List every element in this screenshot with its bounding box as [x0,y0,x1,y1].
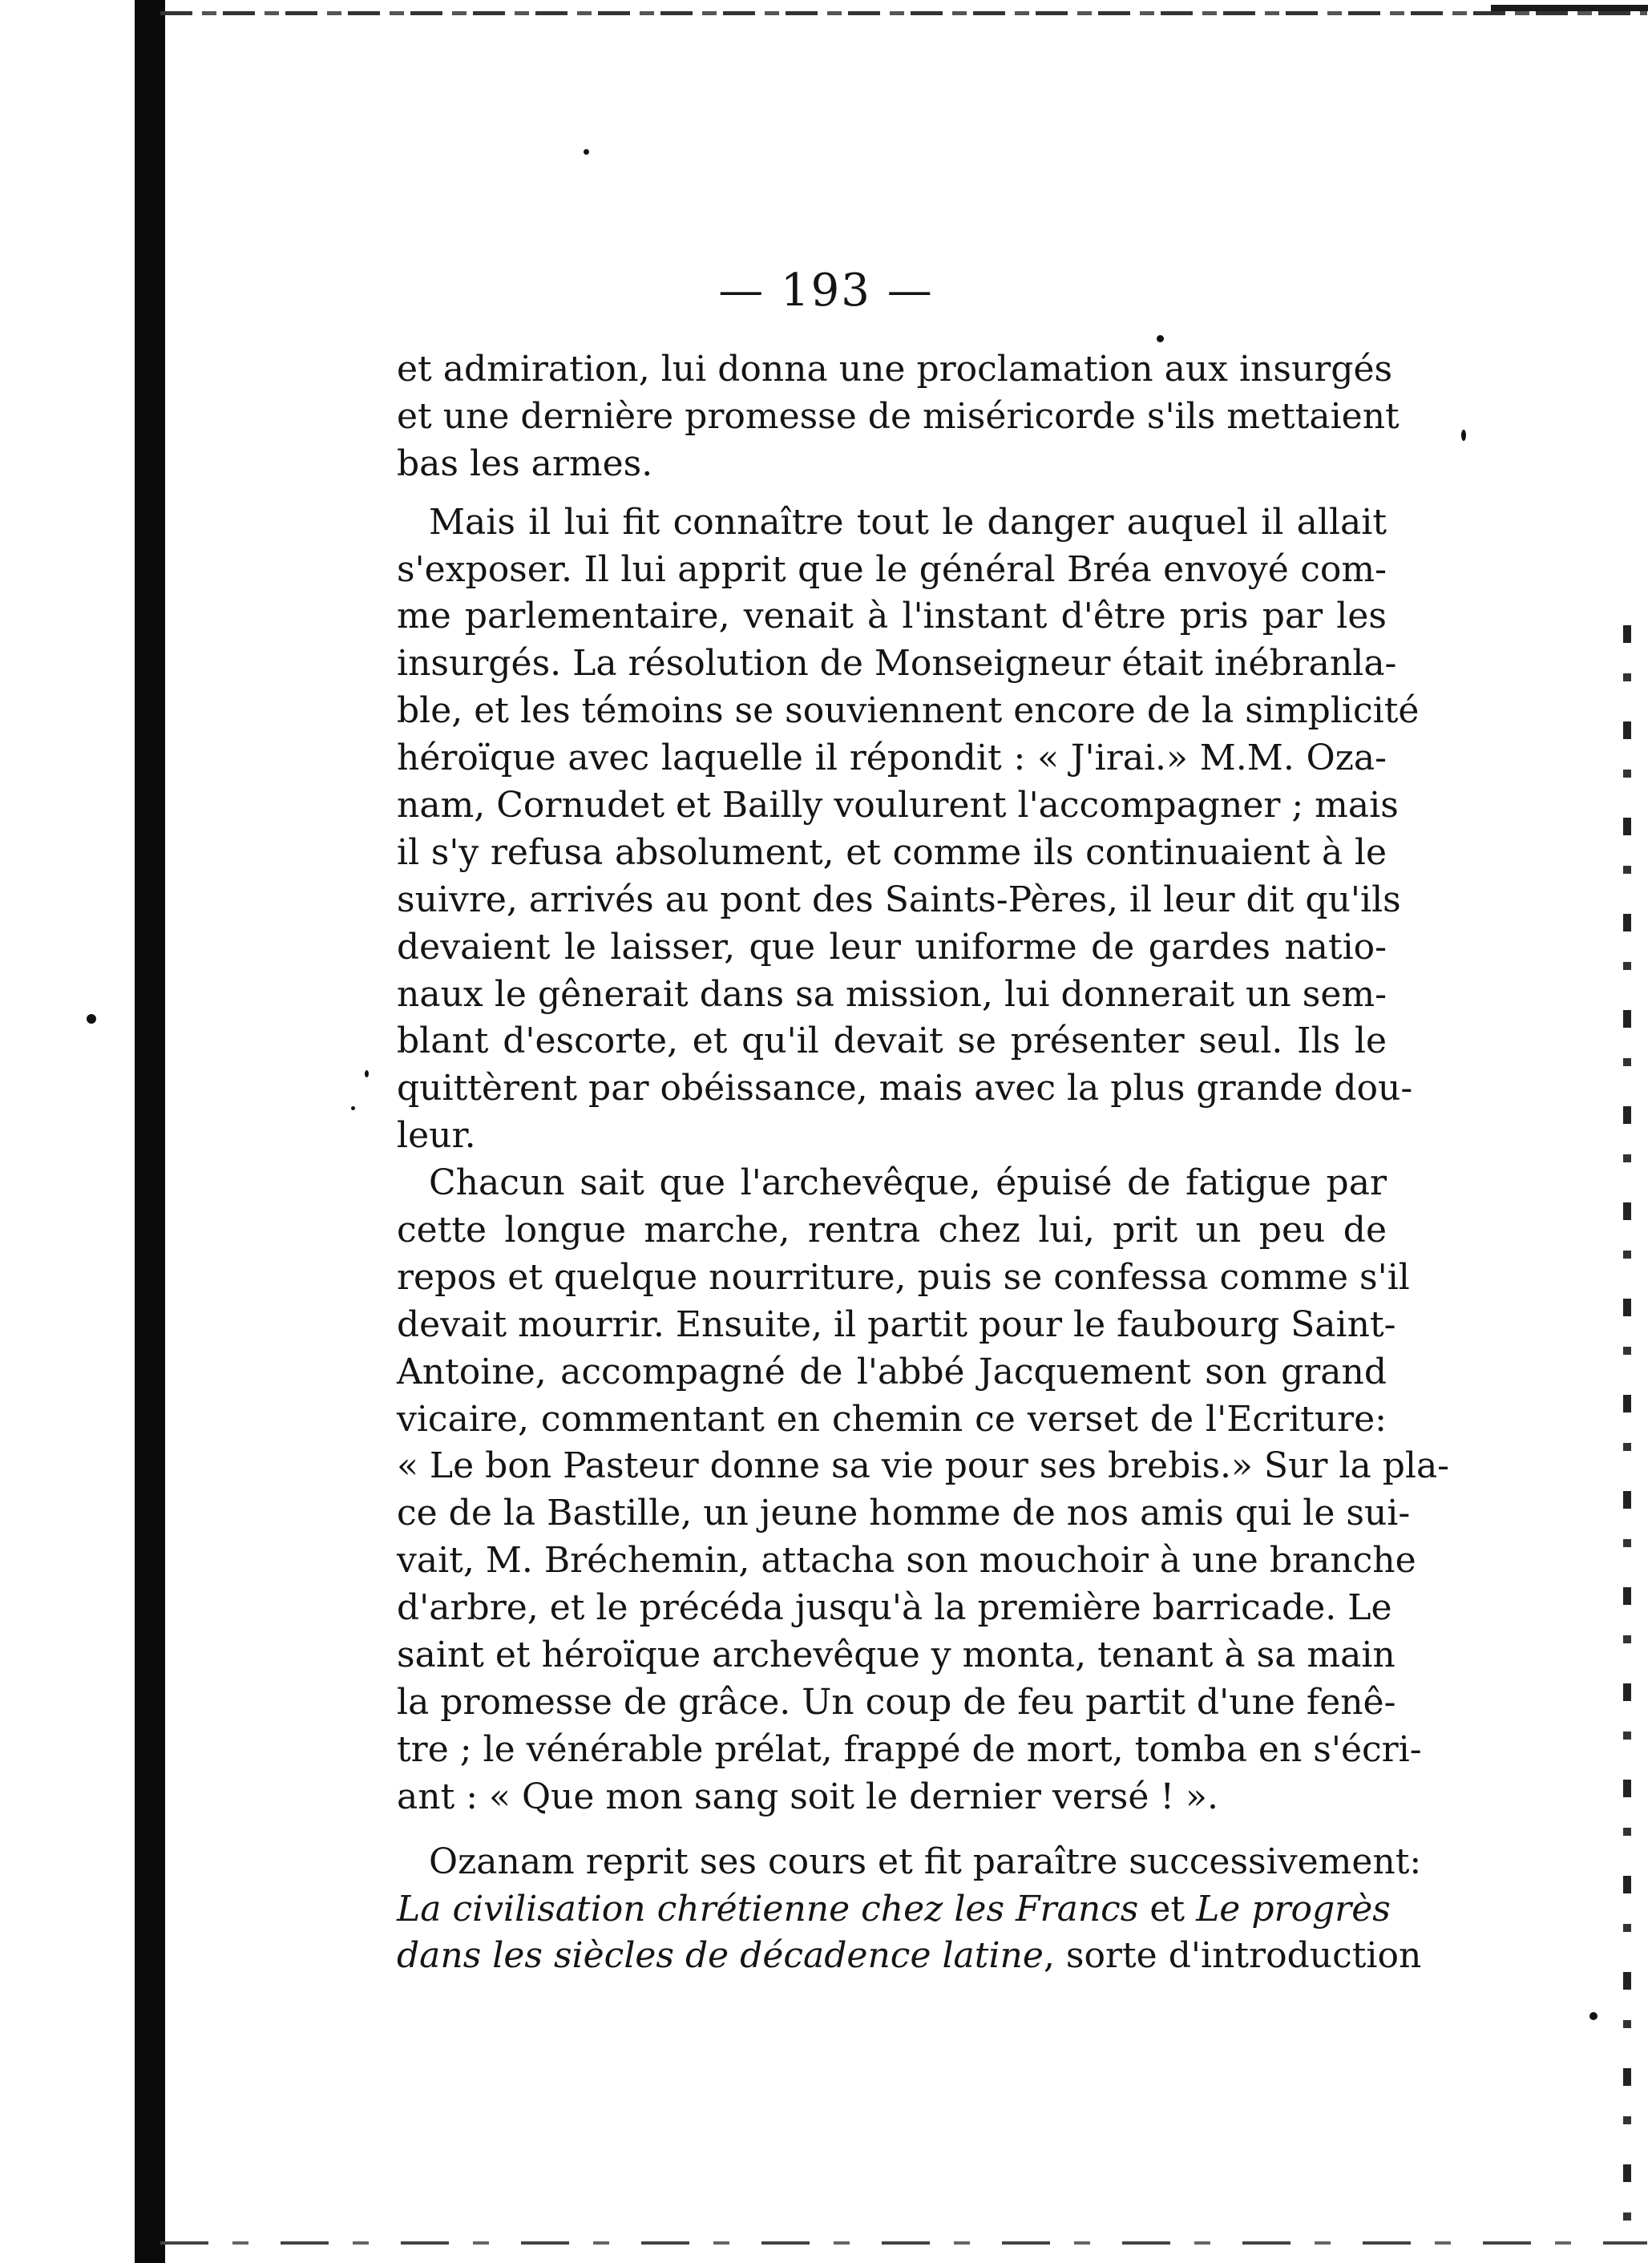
text-fragment: , sorte d'introduction [1043,1935,1422,1977]
ink-speck [584,149,589,155]
ink-speck [1157,335,1164,342]
ink-speck [1589,2012,1597,2020]
text-line: insurgés. La résolution de Monseigneur était inébranla- [397,643,1397,685]
page-number: — 193 — [718,265,934,317]
body-text [397,346,1450,1980]
text-line: et une dernière promesse de miséricorde s'ils mettaient [397,395,1400,437]
right-scan-edge [1623,625,1631,2229]
text-line: devaient le laisser, que leur uniforme de gardes natio- [397,926,1387,968]
ink-speck [351,1106,355,1110]
text-line: d'arbre, et le précéda jusqu'à la première barricade. Le [397,1587,1392,1629]
text-line: il s'y refusa absolument, et comme ils continuaient à le [397,831,1387,873]
book-title: Le progrès [1196,1888,1391,1930]
text-line: devait mourrir. Ensuite, il partit pour le faubourg Saint- [397,1303,1396,1345]
text-line: Antoine, accompagné de l'abbé Jacquement son grand [397,1351,1387,1392]
binding-shadow [135,0,165,2263]
text-line: repos et quelque nourriture, puis se confessa comme s'il [397,1256,1410,1298]
text-line: Mais il lui fit connaître tout le danger auquel il allait [429,501,1387,543]
book-title: La civilisation chrétienne chez les Francs [397,1888,1139,1930]
text-line: saint et héroïque archevêque y monta, tenant à sa main [397,1635,1396,1676]
text-line: vicaire, commentant en chemin ce verset de l'Ecriture: [397,1398,1387,1440]
text-fragment: et [1138,1888,1197,1930]
ink-speck [365,1070,369,1077]
text-line: Chacun sait que l'archevêque, épuisé de fatigue par [429,1162,1387,1204]
text-line: naux le gênerait dans sa mission, lui donnerait un sem- [397,973,1387,1015]
text-line: me parlementaire, venait à l'instant d'être pris par les [397,596,1387,637]
text-line: ant : « Que mon sang soit le dernier versé ! ». [397,1776,1218,1817]
text-line: leur. [397,1115,476,1157]
text-line: la promesse de grâce. Un coup de feu partit d'une fenê- [397,1681,1396,1723]
text-line: suivre, arrivés au pont des Saints-Pères, il leur dit qu'ils [397,879,1401,920]
text-line: quittèrent par obéissance, mais avec la plus grande dou- [397,1068,1413,1109]
ink-speck [1461,430,1466,441]
top-scan-edge-right [1491,5,1648,11]
text-line: tre ; le vénérable prélat, frappé de mort, tomba en s'écri- [397,1728,1422,1770]
text-line: ce de la Bastille, un jeune homme de nos amis qui le sui- [397,1493,1411,1534]
text-line: cette longue marche, rentra chez lui, prit un peu de [397,1210,1387,1251]
text-line: bas les armes. [397,442,653,484]
text-line: héroïque avec laquelle il répondit : « J'irai.» M.M. Oza- [397,737,1387,779]
text-line: ble, et les témoins se souviennent encore de la simplicité [397,690,1420,732]
text-line: Ozanam reprit ses cours et fit paraître successivement: [429,1841,1422,1882]
text-line: et admiration, lui donna une proclamation aux insurgés [397,349,1393,390]
ink-speck [87,1014,96,1024]
text-line: « Le bon Pasteur donne sa vie pour ses brebis.» Sur la pla- [397,1445,1450,1487]
bottom-scan-edge [160,2241,1647,2245]
text-line: nam, Cornudet et Bailly voulurent l'accompagner ; mais [397,785,1399,826]
text-line-mixed [397,1886,1391,1934]
text-line: vait, M. Bréchemin, attacha son mouchoir à une branche [397,1540,1416,1582]
text-line: blant d'escorte, et qu'il devait se présenter seul. Ils le [397,1020,1387,1062]
text-line: s'exposer. Il lui apprit que le général Bréa envoyé com- [397,548,1387,590]
book-title: dans les siècles de décadence latine [397,1935,1044,1977]
top-scan-edge [160,11,1647,15]
text-line-mixed [397,1933,1422,1980]
